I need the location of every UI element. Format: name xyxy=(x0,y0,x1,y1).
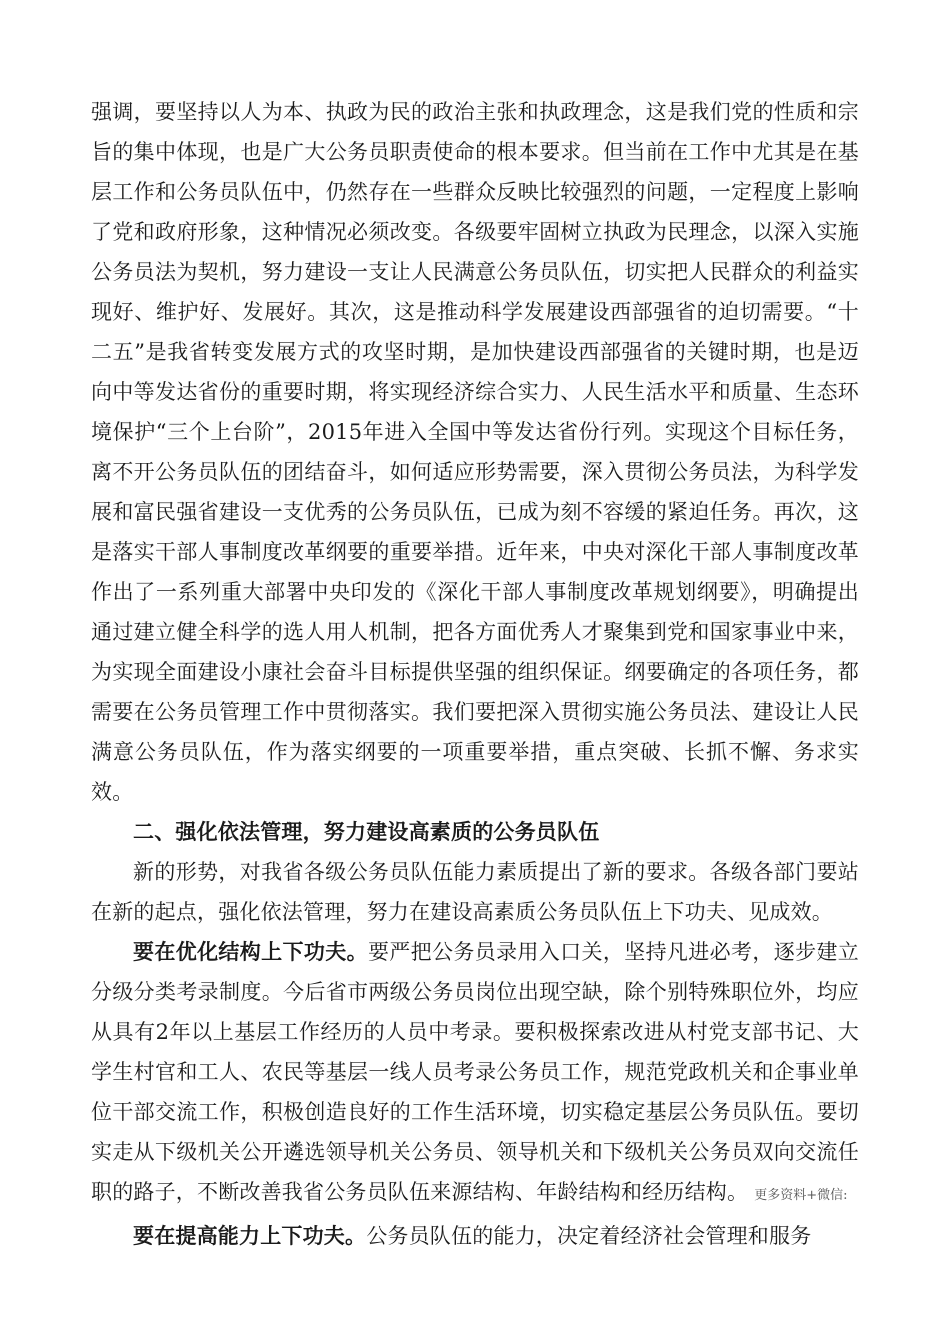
paragraph-body-optimize-structure: 要严把公务员录用入口关，坚持凡进必考，逐步建立分级分类考录制度。今后省市两级公务员岗位出现空缺，除个别特殊职位外，均应从具有2年以上基层工作经历的人员中考录。要积极探索改进从村党支部书记、大学生村官和工人、农民等基层一线人员考录公务员工作，规范党政机关和企事业单位干部交流工作，积极创造良好的工作生活环境，切实稳定基层公务员队伍。要切实走从下级机关公开遴选领导机关公务员、领导机关和下级机关公务员双向交流任职的路子，不断改善我省公务员队伍来源结构、年龄结构和经历结构。 xyxy=(91,940,859,1204)
document-body xyxy=(91,92,859,1256)
paragraph-continuation: 强调，要坚持以人为本、执政为民的政治主张和执政理念，这是我们党的性质和宗旨的集中体现，也是广大公务员职责使命的根本要求。但当前在工作中尤其是在基层工作和公务员队伍中，仍然存在一些群众反映比较强烈的问题，一定程度上影响了党和政府形象，这种情况必须改变。各级要牢固树立执政为民理念，以深入实施公务员法为契机，努力建设一支让人民满意公务员队伍，切实把人民群众的利益实现好、维护好、发展好。其次，这是推动科学发展建设西部强省的迫切需要。“十二五”是我省转变发展方式的攻坚时期，是加快建设西部强省的关键时期，也是迈向中等发达省份的重要时期，将实现经济综合实力、人民生活水平和质量、生态环境保护“三个上台阶”，2015年进入全国中等发达省份行列。实现这个目标任务，离不开公务员队伍的团结奋斗，如何适应形势需要，深入贯彻公务员法，为科学发展和富民强省建设一支优秀的公务员队伍，已成为刻不容缓的紧迫任务。再次，这是落实干部人事制度改革纲要的重要举措。近年来，中央对深化干部人事制度改革作出了一系列重大部署中央印发的《深化干部人事制度改革规划纲要》，明确提出通过建立健全科学的选人用人机制，把各方面优秀人才聚集到党和国家事业中来，为实现全面建设小康社会奋斗目标提供坚强的组织保证。纲要确定的各项任务，都需要在公务员管理工作中贯彻落实。我们要把深入贯彻实施公务员法、建设让人民满意公务员队伍，作为落实纲要的一项重要举措，重点突破、长抓不懈、务求实效。 xyxy=(91,100,859,804)
paragraph-lead-improve-ability: 要在提高能力上下功夫。 xyxy=(133,1223,367,1248)
section-heading: 二、强化依法管理，努力建设高素质的公务员队伍 xyxy=(133,819,600,844)
paragraph-lead-optimize-structure: 要在优化结构上下功夫。 xyxy=(133,939,368,964)
paragraph-intro: 新的形势，对我省各级公务员队伍能力素质提出了新的要求。各级各部门要站在新的起点，强化依法管理，努力在建设高素质公务员队伍上下功夫、见成效。 xyxy=(91,860,859,924)
footnote-note: 更多资料+微信: xyxy=(754,1188,848,1203)
paragraph-body-improve-ability: 公务员队伍的能力，决定着经济社会管理和服务 xyxy=(366,1224,812,1248)
paragraph-optimize-structure xyxy=(91,932,859,1216)
paragraph-improve-ability xyxy=(91,1216,859,1256)
